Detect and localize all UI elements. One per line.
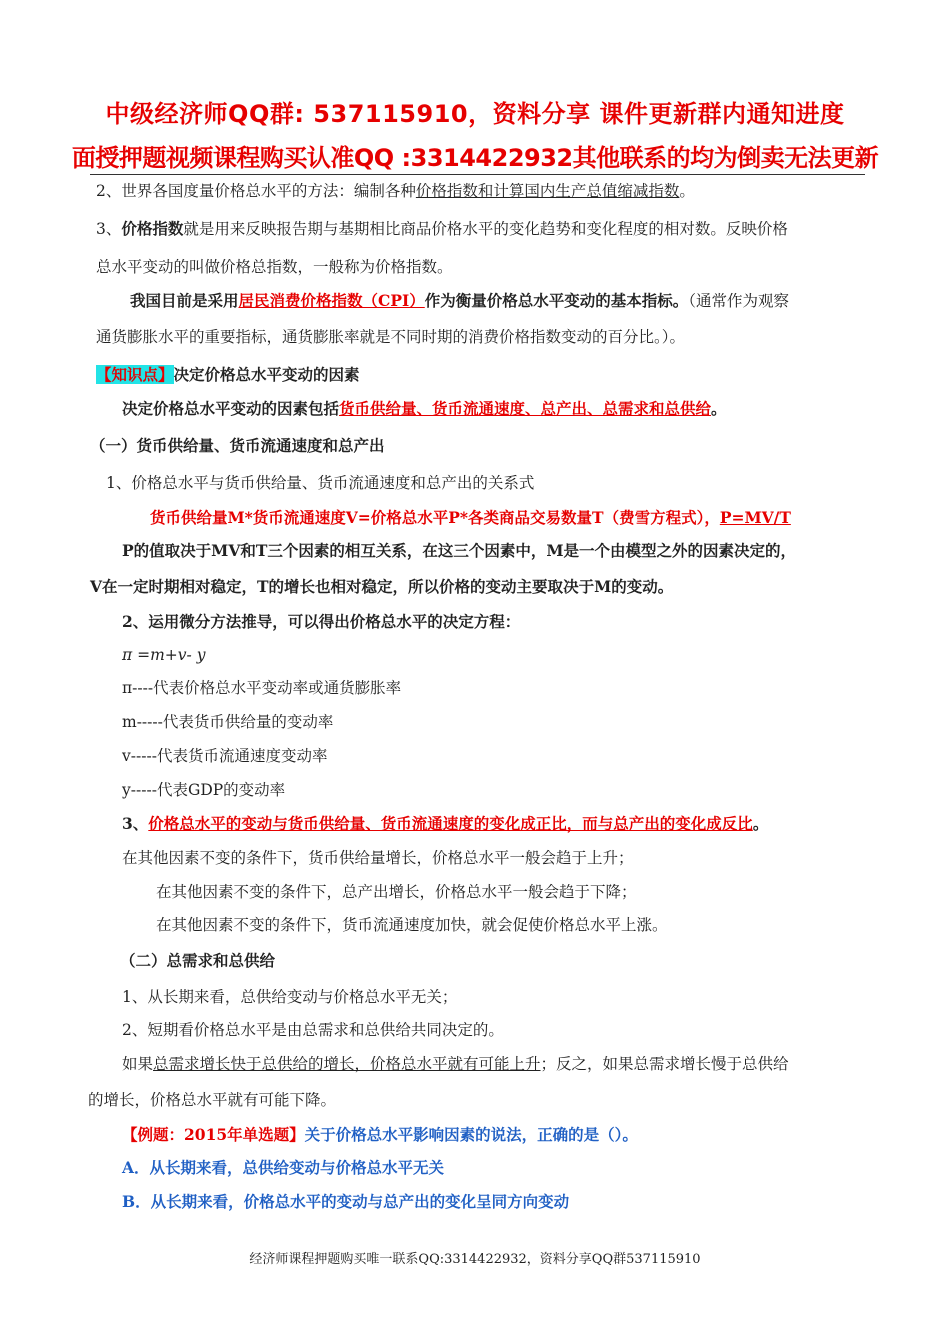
para-proportionality: 3、价格总水平的变动与货币供给量、货币流通速度的变化成正比，而与总产出的变化成反比。	[122, 814, 769, 833]
para-long-run: 1、从长期来看，总供给变动与价格总水平无关；	[122, 988, 458, 1006]
inflation-formula: π =m+v- y	[122, 646, 206, 664]
para-relation: 1、价格总水平与货币供给量、货币流通速度和总产出的关系式	[106, 474, 535, 492]
para-price-index-2: 总水平变动的叫做价格总指数，一般称为价格指数。	[96, 258, 453, 276]
condition-money-supply: 在其他因素不变的条件下，货币供给量增长，价格总水平一般会趋于上升；	[122, 849, 634, 867]
definition-pi: π----代表价格总水平变动率或通货膨胀率	[122, 679, 402, 697]
definition-v: v-----代表货币流通速度变动率	[122, 747, 328, 765]
para-short-run: 2、短期看价格总水平是由总需求和总供给共同决定的。	[122, 1021, 504, 1039]
definition-y: y-----代表GDP的变动率	[122, 781, 286, 799]
condition-velocity: 在其他因素不变的条件下，货币流通速度加快，就会促使价格总水平上涨。	[156, 916, 668, 934]
para-demand-supply-2: 的增长，价格总水平就有可能下降。	[88, 1091, 337, 1109]
section-1-heading: （一）货币供给量、货币流通速度和总产出	[90, 436, 385, 455]
para-factors: 决定价格总水平变动的因素包括货币供给量、货币流通速度、总产出、总需求和总供给。	[122, 399, 727, 418]
option-b: B．从长期来看，价格总水平的变动与总产出的变化呈同方向变动	[122, 1192, 570, 1211]
section-2-heading: （二）总需求和总供给	[120, 951, 276, 970]
para-demand-supply-1: 如果总需求增长快于总供给的增长，价格总水平就有可能上升；反之，如果总需求增长慢于总供给	[122, 1055, 789, 1073]
example-question: 【例题：2015年单选题】关于价格总水平影响因素的说法，正确的是（）。	[122, 1125, 638, 1144]
condition-output: 在其他因素不变的条件下，总产出增长，价格总水平一般会趋于下降；	[156, 883, 637, 901]
header-line-1: 中级经济师QQ群: 537115910，资料分享 课件更新群内通知进度	[105, 100, 845, 128]
para-cpi-1: 我国目前是采用居民消费价格指数（CPI）作为衡量价格总水平变动的基本指标。（通常作为观察	[130, 291, 790, 310]
definition-m: m-----代表货币供给量的变动率	[122, 713, 334, 731]
para-p-value-2: V在一定时期相对稳定，T的增长也相对稳定，所以价格的变动主要取决于M的变动。	[90, 577, 674, 596]
header-divider	[90, 174, 865, 175]
para-derivation: 2、运用微分方法推导，可以得出价格总水平的决定方程：	[122, 612, 521, 631]
para-p-value-1: P的值取决于MV和T三个因素的相互关系，在这三个因素中，M是一个由模型之外的因素决定的，	[122, 541, 797, 560]
knowledge-point-heading: 【知识点】决定价格总水平变动的因素	[96, 365, 360, 384]
para-measure-methods: 2、世界各国度量价格总水平的方法：编制各种价格指数和计算国内生产总值缩减指数。	[96, 182, 695, 200]
fisher-equation: 货币供给量M*货币流通速度V=价格总水平P*各类商品交易数量T（费雪方程式），P=MV/T	[150, 508, 791, 527]
option-a: A．从长期来看，总供给变动与价格总水平无关	[122, 1158, 445, 1177]
header-line-2: 面授押题视频课程购买认准QQ :3314422932其他联系的均为倒卖无法更新	[71, 144, 879, 172]
para-price-index-1: 3、价格指数就是用来反映报告期与基期相比商品价格水平的变化趋势和变化程度的相对数。反映价格	[96, 219, 788, 238]
page-footer: 经济师课程押题购买唯一联系QQ:3314422932，资料分享QQ群537115910	[249, 1252, 701, 1267]
para-cpi-2: 通货膨胀水平的重要指标，通货膨胀率就是不同时期的消费价格指数变动的百分比。）。	[96, 328, 686, 346]
